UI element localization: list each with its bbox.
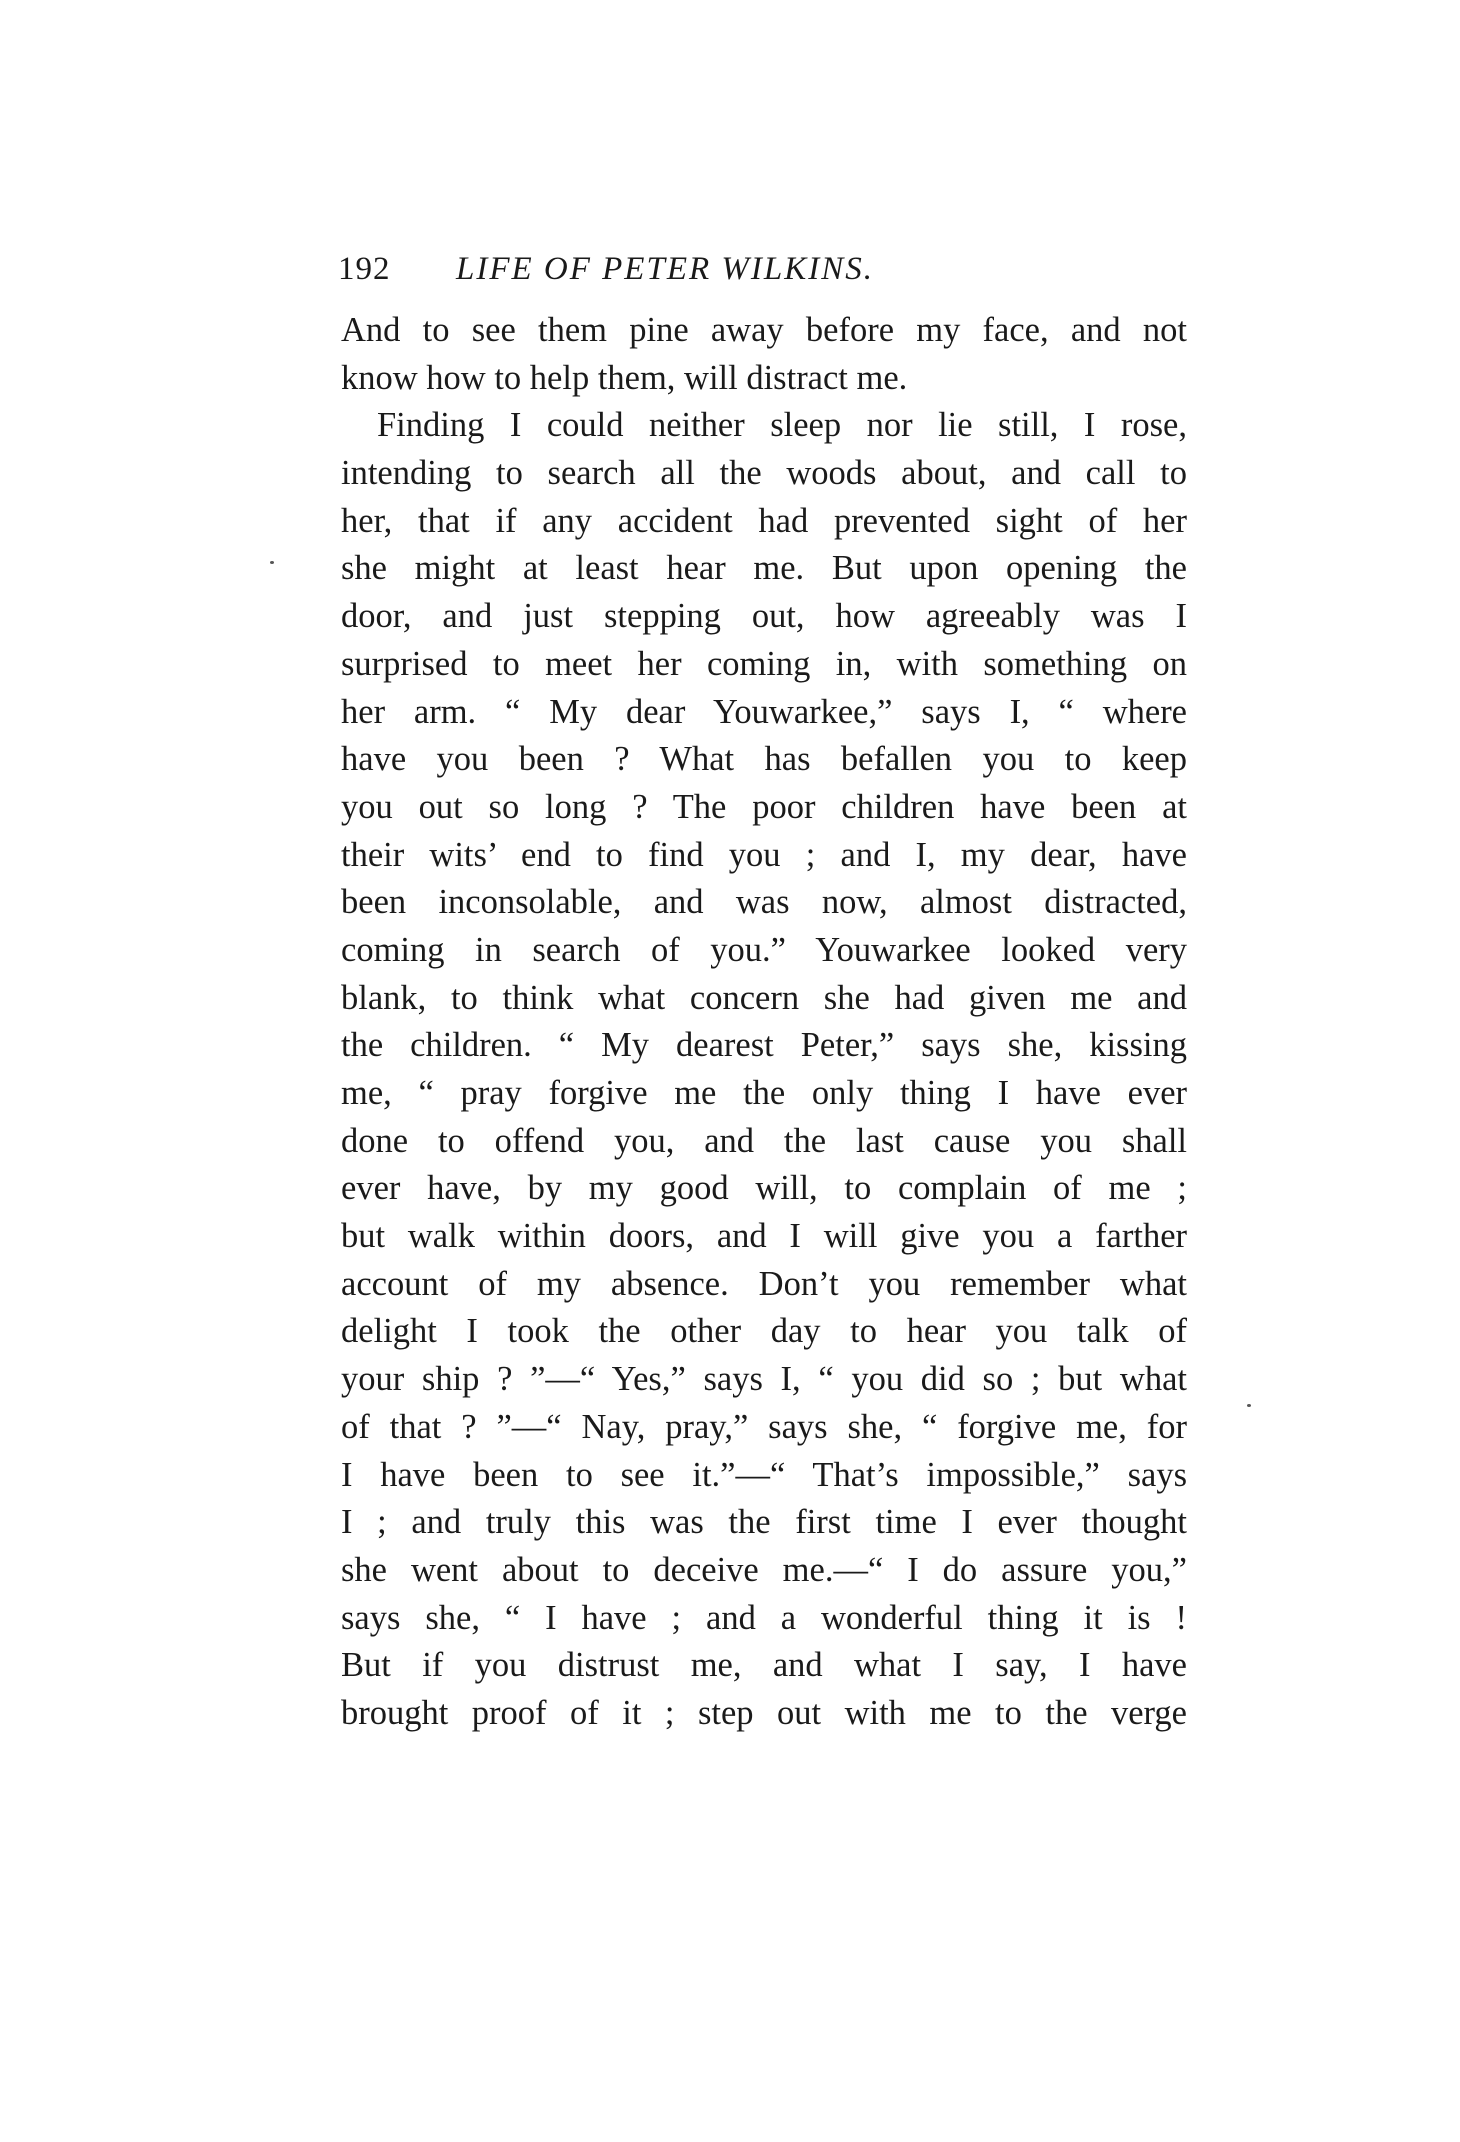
text-line: intending to search all the woods about, and call to	[341, 454, 1187, 493]
text-line: she went about to deceive me.—“ I do assure you,”	[341, 1550, 1187, 1589]
text-line: ever have, by my good will, to complain of me ;	[341, 1169, 1187, 1208]
text-line: door, and just stepping out, how agreeably was I	[341, 597, 1187, 636]
running-head	[338, 244, 1198, 294]
body-text	[341, 307, 1187, 1738]
scan-speck	[1247, 1404, 1251, 1407]
text-line: the children. “ My dearest Peter,” says she, kissing	[341, 1026, 1187, 1065]
text-line: have you been ? What has befallen you to keep	[341, 740, 1187, 779]
text-line: And to see them pine away before my face, and not	[341, 311, 1187, 349]
text-line: brought proof of it ; step out with me to the verge	[341, 1693, 1187, 1732]
text-line: me, “ pray forgive me the only thing I have ever	[341, 1074, 1187, 1112]
running-title: LIFE OF PETER WILKINS.	[456, 251, 874, 287]
text-line: her, that if any accident had prevented sight of her	[341, 501, 1187, 540]
text-line: been inconsolable, and was now, almost distracted,	[341, 883, 1187, 922]
text-line: their wits’ end to find you ; and I, my dear, have	[341, 835, 1187, 874]
text-line: her arm. “ My dear Youwarkee,” says I, “ where	[341, 692, 1187, 731]
text-line: she might at least hear me. But upon opening the	[341, 549, 1187, 588]
text-line: of that ? ”—“ Nay, pray,” says she, “ forgive me, for	[341, 1407, 1187, 1446]
paragraph-start-line: Finding I could neither sleep nor lie still, I rose,	[377, 406, 1187, 445]
text-line: know how to help them, will distract me.	[341, 358, 908, 397]
text-line: done to offend you, and the last cause you shall	[341, 1121, 1187, 1160]
text-line: I ; and truly this was the first time I ever thought	[341, 1503, 1187, 1542]
scan-speck	[270, 561, 274, 564]
text-line: But if you distrust me, and what I say, I have	[341, 1646, 1187, 1685]
text-line: account of my absence. Don’t you remember what	[341, 1264, 1187, 1303]
page-number: 192	[338, 251, 391, 287]
text-line: surprised to meet her coming in, with something on	[341, 644, 1187, 683]
text-line: coming in search of you.” Youwarkee looked very	[341, 930, 1187, 969]
text-line: but walk within doors, and I will give you a farther	[341, 1217, 1187, 1256]
text-line: says she, “ I have ; and a wonderful thing it is !	[341, 1598, 1187, 1637]
text-line: blank, to think what concern she had given me and	[341, 978, 1187, 1017]
text-line: you out so long ? The poor children have been at	[341, 787, 1187, 826]
text-line: delight I took the other day to hear you talk of	[341, 1312, 1187, 1351]
text-line: your ship ? ”—“ Yes,” says I, “ you did so ; but what	[341, 1360, 1187, 1399]
text-line: I have been to see it.”—“ That’s impossible,” says	[341, 1455, 1187, 1494]
